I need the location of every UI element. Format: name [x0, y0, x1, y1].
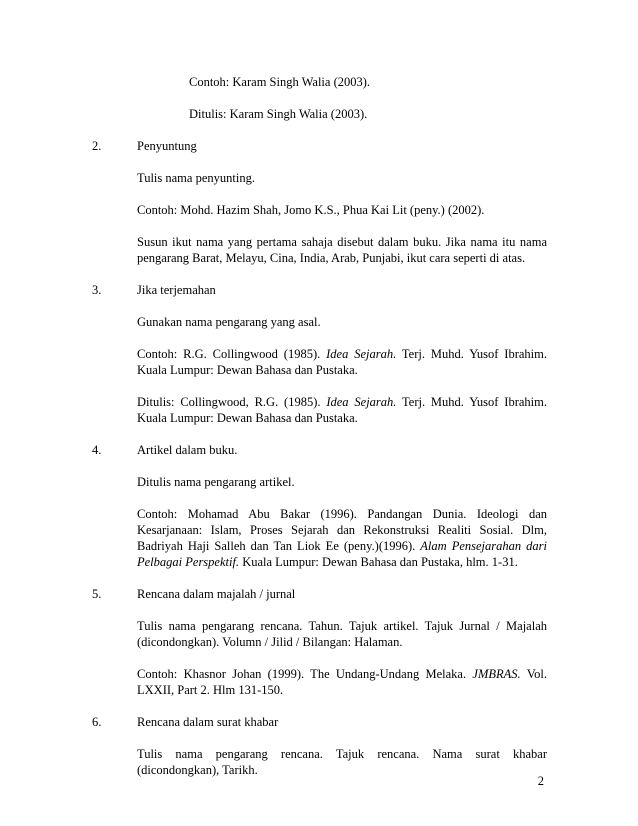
section-5-p2-a: Contoh: Khasnor Johan (1999). The Undang-Undang Melaka. — [137, 667, 473, 681]
section-3-p2-b: Terj. Muhd. Yusof Ibrahim. — [396, 347, 547, 361]
section-5-p2-title: JMBRAS. — [472, 667, 521, 681]
section-5-p2-line2: LXXII, Part 2. Hlm 131-150. — [137, 683, 284, 697]
section-4-p2-line2: Kesarjanaan: Islam, Proses Sejarah dan Rekonstruksi Realiti Sosial. Dlm, — [137, 523, 547, 537]
section-4-p2-line3-a: Badriyah Haji Salleh dan Tan Liok Ee (peny.)(1996). — [137, 539, 421, 553]
section-2-p1: Tulis nama penyunting. — [137, 171, 255, 185]
section-2-heading: Penyuntung — [137, 139, 197, 153]
intro-contoh: Contoh: Karam Singh Walia (2003). — [189, 75, 371, 89]
section-6-heading: Rencana dalam surat khabar — [137, 715, 279, 729]
section-3-p2-line1 — [137, 346, 547, 362]
section-3-heading: Jika terjemahan — [137, 283, 216, 297]
intro-ditulis: Ditulis: Karam Singh Walia (2003). — [189, 107, 368, 121]
section-4-p2-line4 — [137, 554, 518, 570]
section-3-p2-line2: Kuala Lumpur: Dewan Bahasa dan Pustaka. — [137, 363, 358, 377]
section-5-p2-line1 — [137, 666, 547, 682]
section-6-p1-line2: (dicondongkan), Tarikh. — [137, 763, 258, 777]
section-3-p3-a: Ditulis: Collingwood, R.G. (1985). — [137, 395, 327, 409]
section-4-heading: Artikel dalam buku. — [137, 443, 238, 457]
section-6-p1-line1: Tulis nama pengarang rencana. Tajuk rencana. Nama surat khabar — [137, 747, 547, 761]
section-3-p3-line2: Kuala Lumpur: Dewan Bahasa dan Pustaka. — [137, 411, 358, 425]
section-3-p3-b: Terj. Muhd. Yusof Ibrahim. — [396, 395, 547, 409]
section-5-p1-line1: Tulis nama pengarang rencana. Tahun. Tajuk artikel. Tajuk Jurnal / Majalah — [137, 619, 547, 633]
section-5-number: 5. — [92, 587, 102, 601]
section-4-p1: Ditulis nama pengarang artikel. — [137, 475, 295, 489]
section-3-p3-line1 — [137, 394, 547, 410]
section-4-p2-line3-title: Alam Pensejarahan dari — [420, 539, 547, 553]
page-number: 2 — [537, 774, 544, 788]
section-3-number: 3. — [92, 283, 102, 297]
section-4-p2-line1: Contoh: Mohamad Abu Bakar (1996). Pandangan Dunia. Ideologi dan — [137, 507, 547, 521]
section-3-p1: Gunakan nama pengarang yang asal. — [137, 315, 321, 329]
section-5-p2-b: Vol. — [520, 667, 547, 681]
section-5-p1-line2: (dicondongkan). Volumn / Jilid / Bilangan: Halaman. — [137, 635, 403, 649]
section-3-p2-a: Contoh: R.G. Collingwood (1985). — [137, 347, 327, 361]
section-2-p3-line1: Susun ikut nama yang pertama sahaja disebut dalam buku. Jika nama itu nama — [137, 235, 547, 249]
section-4-p2-line4-b: Kuala Lumpur: Dewan Bahasa dan Pustaka, hlm. 1-31. — [239, 555, 518, 569]
section-4-p2-line4-title: Pelbagai Perspektif. — [137, 555, 240, 569]
section-3-p2-title: Idea Sejarah. — [326, 347, 397, 361]
section-2-p2: Contoh: Mohd. Hazim Shah, Jomo K.S., Phua Kai Lit (peny.) (2002). — [137, 203, 485, 217]
section-2-p3-line2: pengarang Barat, Melayu, Cina, India, Arab, Punjabi, ikut cara seperti di atas. — [137, 251, 526, 265]
section-2-number: 2. — [92, 139, 102, 153]
section-5-heading: Rencana dalam majalah / jurnal — [137, 587, 296, 601]
section-4-number: 4. — [92, 443, 102, 457]
section-3-p3-title: Idea Sejarah. — [326, 395, 397, 409]
section-6-number: 6. — [92, 715, 102, 729]
section-4-p2-line3 — [137, 538, 547, 554]
